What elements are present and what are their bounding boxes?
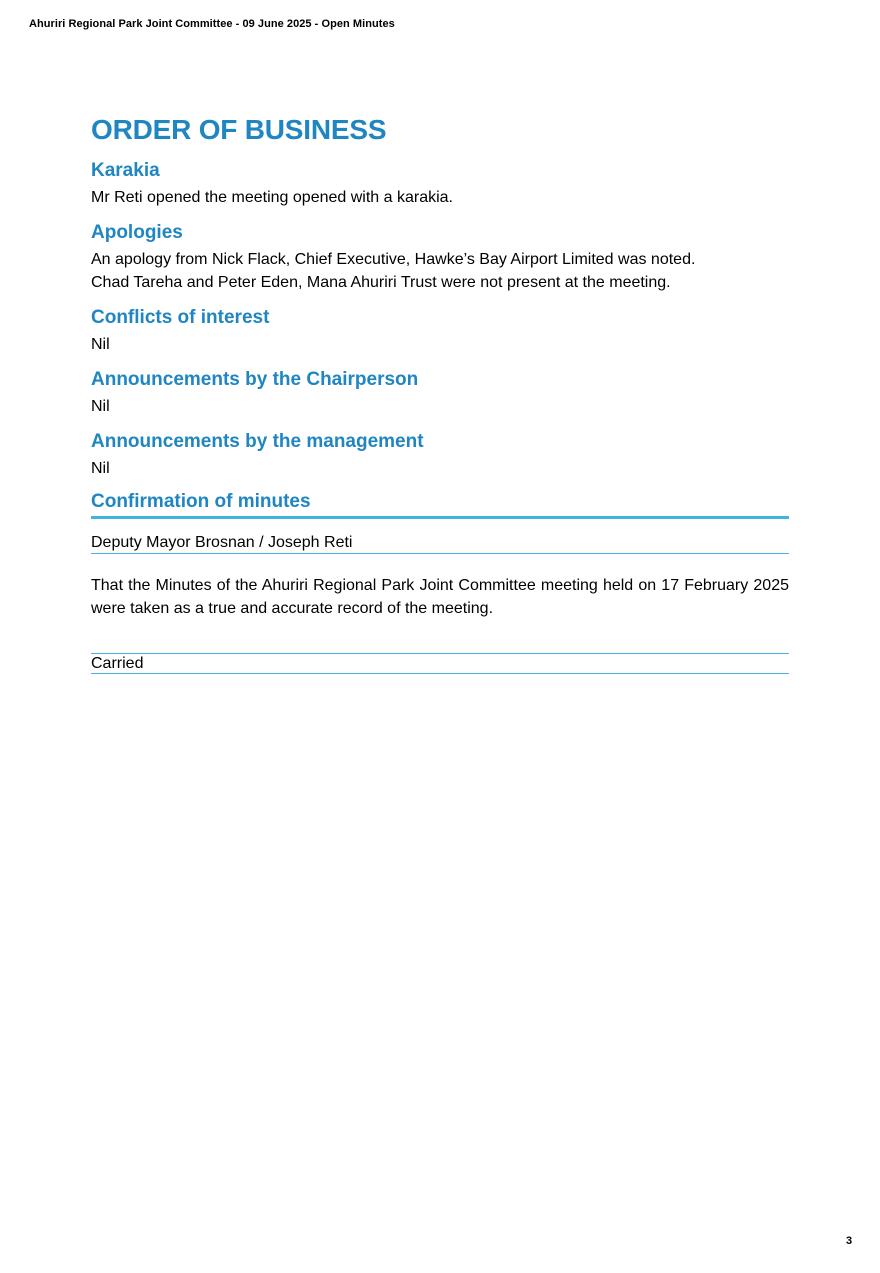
apologies-line-1: An apology from Nick Flack, Chief Executive, Hawke’s Bay Airport Limited was noted. [91,251,696,268]
section-heading-confirmation: Confirmation of minutes [91,490,789,519]
apologies-line-2: Chad Tareha and Peter Eden, Mana Ahuriri Trust were not present at the meeting. [91,274,671,291]
running-header: Ahuriri Regional Park Joint Committee - 09 June 2025 - Open Minutes [29,18,395,30]
page-title: ORDER OF BUSINESS [91,114,387,145]
document-body [91,110,789,674]
chair-announcements-text: Nil [91,398,110,415]
section-heading-conflicts: Conflicts of interest [91,307,270,328]
page-number: 3 [846,1235,853,1247]
management-announcements-text: Nil [91,460,110,477]
outcome-carried: Carried [91,653,789,674]
karakia-text: Mr Reti opened the meeting opened with a karakia. [91,189,453,206]
section-heading-management-announcements: Announcements by the management [91,431,424,452]
resolution-text: That the Minutes of the Ahuriri Regional Park Joint Committee meeting held on 17 February 2025 were taken as a true and accurate record of the meeting. [91,577,789,617]
section-heading-apologies: Apologies [91,222,183,243]
section-heading-karakia: Karakia [91,160,160,181]
apologies-text [91,248,789,294]
movers-line: Deputy Mayor Brosnan / Joseph Reti [91,533,789,554]
section-heading-chair-announcements: Announcements by the Chairperson [91,369,419,390]
conflicts-text: Nil [91,336,110,353]
